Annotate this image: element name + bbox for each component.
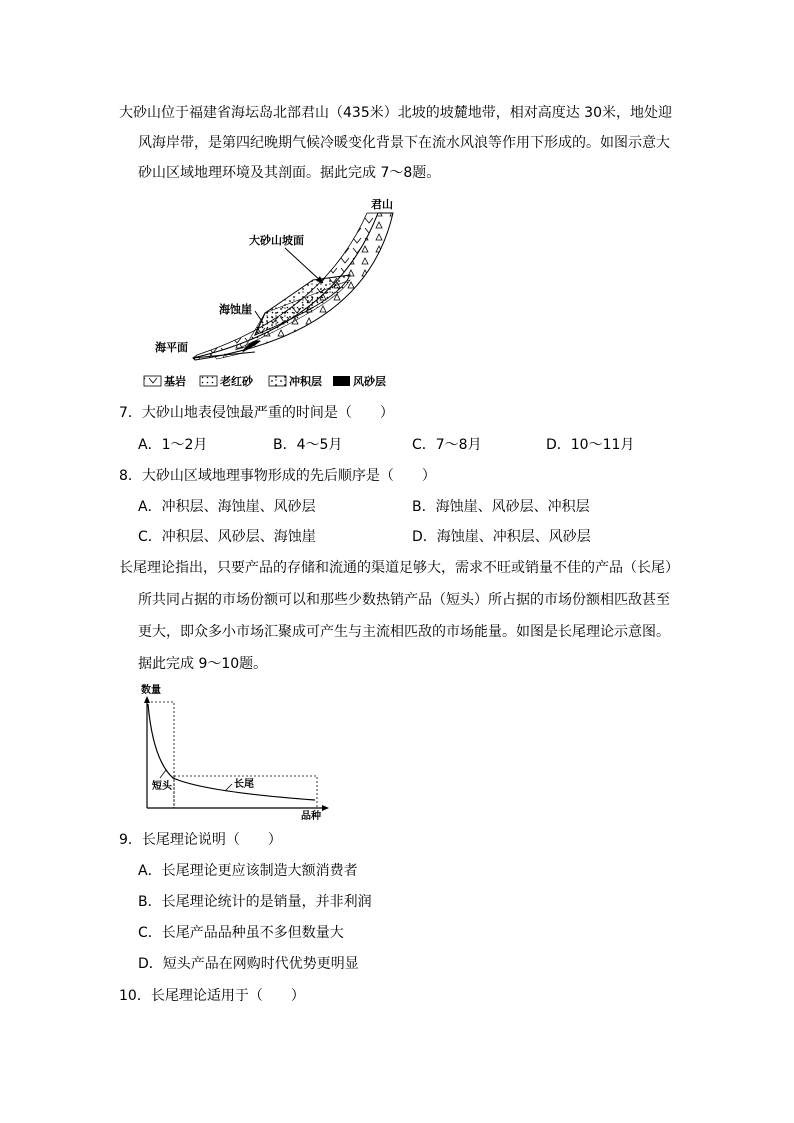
q10-stem: 10．长尾理论适用于（ ） — [119, 988, 305, 1004]
q7-stem: 7．大砂山地表侵蚀最严重的时间是（ ） — [119, 405, 394, 421]
passage2-line4: 据此完成 9～10题。 — [138, 656, 268, 672]
label-junshan: 君山 — [371, 198, 393, 211]
label-head: 短头 — [152, 781, 172, 792]
passage1-line1: 大砂山位于福建省海坛岛北部君山（435米）北坡的坡麓地带，相对高度达 30米，地处迎 — [119, 105, 672, 121]
legend-red-sand: 老红砂 — [220, 375, 253, 388]
legend-swatch-alluvial — [269, 376, 286, 386]
arrow-cliff — [255, 311, 263, 323]
legend — [144, 374, 386, 388]
q8-option-c[interactable]: C．冲积层、风砂层、海蚀崖 — [138, 529, 316, 545]
q9-option-a[interactable]: A．长尾理论更应该制造大额消费者 — [138, 863, 358, 879]
q8-option-a[interactable]: A．冲积层、海蚀崖、风砂层 — [138, 499, 316, 515]
q8-option-b[interactable]: B．海蚀崖、风砂层、冲积层 — [412, 499, 590, 515]
dashashan-profile-figure — [135, 195, 410, 395]
long-tail-curve — [148, 704, 315, 800]
legend-swatch-bedrock — [144, 376, 161, 386]
label-sealevel: 海平面 — [155, 341, 188, 354]
passage2-line3: 更大，即众多小市场汇聚成可产生与主流相匹敌的市场能量。如图是长尾理论示意图。 — [138, 624, 670, 640]
q8-option-d[interactable]: D．海蚀崖、冲积层、风砂层 — [412, 529, 591, 545]
legend-swatch-aeolian — [333, 376, 350, 386]
passage1-line2: 风海岸带，是第四纪晚期气候冷暖变化背景下在流水风浪等作用下形成的。如图示意大 — [138, 135, 670, 151]
arrow-head — [160, 770, 166, 778]
label-cliff: 海蚀崖 — [219, 303, 252, 316]
legend-alluvial: 冲积层 — [289, 375, 322, 388]
arrow-slope — [285, 248, 323, 283]
passage2-line1: 长尾理论指出，只要产品的存储和流通的渠道足够大，需求不旺或销量不佳的产品（长尾） — [119, 560, 679, 576]
q7-option-a[interactable]: A．1～2月 — [138, 437, 208, 453]
legend-swatch-red-sand — [200, 376, 217, 386]
q7-option-c[interactable]: C．7～8月 — [412, 437, 482, 453]
long-tail-diagram — [135, 680, 335, 820]
head-region-box — [147, 702, 174, 808]
q9-option-d[interactable]: D．短头产品在网购时代优势更明显 — [138, 956, 359, 972]
q9-stem: 9．长尾理论说明（ ） — [119, 832, 282, 848]
label-slope: 大砂山坡面 — [249, 234, 304, 247]
passage1-line3: 砂山区域地理环境及其剖面。据此完成 7～8题。 — [138, 165, 441, 181]
arrow-tail — [225, 784, 232, 791]
label-tail: 长尾 — [234, 779, 254, 790]
x-axis-arrow — [322, 805, 329, 811]
q8-stem: 8．大砂山区域地理事物形成的先后顺序是（ ） — [119, 468, 436, 484]
q7-option-d[interactable]: D．10～11月 — [546, 437, 635, 453]
legend-aeolian: 风砂层 — [353, 375, 386, 388]
legend-bedrock: 基岩 — [164, 375, 186, 388]
passage2-line2: 所共同占据的市场份额可以和那些少数热销产品（短头）所占据的市场份额相匹敌甚至 — [138, 592, 670, 608]
q9-option-b[interactable]: B．长尾理论统计的是销量，并非利润 — [138, 894, 372, 910]
long-tail-ylabel: 数量 — [141, 685, 161, 696]
long-tail-xlabel: 品种 — [301, 811, 321, 820]
q9-option-c[interactable]: C．长尾产品品种虽不多但数量大 — [138, 925, 344, 941]
q7-option-b[interactable]: B．4～5月 — [273, 437, 343, 453]
